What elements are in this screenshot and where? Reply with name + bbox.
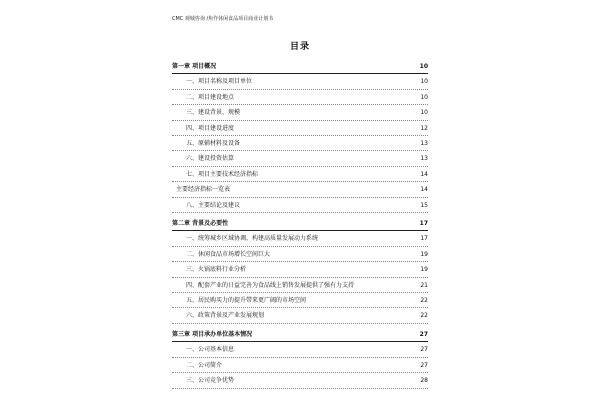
toc-entry[interactable] — [172, 373, 428, 388]
toc-entry-label: 第三章 项目承办单位基本情况 — [172, 331, 253, 339]
toc-entry-label: 主要经济指标一览表 — [176, 186, 231, 194]
toc-entry[interactable] — [172, 151, 428, 166]
toc-page-number: 27 — [419, 331, 428, 339]
toc-entry[interactable] — [172, 231, 428, 246]
toc-page-number: 22 — [420, 297, 428, 305]
toc-entry[interactable] — [172, 74, 428, 89]
page-header: CMC 观城咨询 /焦作休闲食品项目商业计划书 — [172, 16, 274, 22]
toc-entry-label: 二、休闲食品市场增长空间巨大 — [186, 250, 271, 258]
toc-page-number: 12 — [420, 124, 428, 132]
toc-entry[interactable] — [172, 90, 428, 105]
toc-page-number: 15 — [420, 201, 428, 209]
toc-entry[interactable] — [172, 198, 428, 213]
toc-page-number: 10 — [420, 109, 428, 117]
toc-entry[interactable] — [172, 167, 428, 182]
toc-entry-label: 四、配套产业的日益完善为食品线上销售发展提供了强有力支持 — [186, 281, 355, 289]
toc-entry-label: 二、公司简介 — [186, 361, 223, 369]
toc-entry[interactable] — [172, 358, 428, 373]
toc-entry[interactable] — [172, 308, 428, 323]
toc-entry[interactable] — [172, 247, 428, 262]
toc-entry[interactable] — [172, 278, 428, 293]
toc-page-number: 22 — [420, 312, 428, 320]
toc-entry-label: 八、主要结论及建议 — [186, 201, 241, 209]
toc-page-number: 13 — [420, 155, 428, 163]
toc-entry[interactable] — [172, 105, 428, 120]
toc-entry-label: 一、统筹城乡区域协调，构建高质量发展动力系统 — [186, 235, 319, 243]
toc-entry-label: 五、居民购买力的提升带来更广阔的市场空间 — [186, 297, 307, 305]
toc-entry-label: 六、政策背景及产业发展规划 — [186, 312, 265, 320]
toc-entry[interactable] — [172, 136, 428, 151]
toc-entry-label: 三、公司竞争优势 — [186, 377, 235, 385]
toc-page-number: 17 — [419, 220, 428, 228]
toc-page-number: 27 — [420, 361, 428, 369]
toc-page-number: 14 — [420, 170, 428, 178]
toc-page-number: 28 — [420, 377, 428, 385]
toc-page-number: 19 — [420, 266, 428, 274]
toc-entry-label: 第二章 背景及必要性 — [172, 220, 229, 228]
toc-entry[interactable] — [172, 293, 428, 308]
toc-entry-label: 第一章 项目概况 — [172, 63, 217, 70]
toc-entry-label: 三、火锅底料行业分析 — [186, 266, 247, 274]
toc-entry[interactable] — [172, 182, 428, 197]
toc-page-number: 10 — [420, 78, 428, 86]
page-title: 目录 — [289, 42, 310, 52]
table-of-contents — [172, 59, 428, 389]
toc-entry-label: 三、建设背景、规模 — [186, 109, 241, 117]
toc-entry-label: 二、项目建设地点 — [186, 93, 235, 101]
toc-page-number: 17 — [420, 235, 428, 243]
toc-entry[interactable] — [172, 262, 428, 277]
toc-entry-label: 五、原辅材料及设备 — [186, 139, 241, 147]
toc-chapter[interactable] — [172, 59, 428, 74]
toc-page-number: 19 — [420, 250, 428, 258]
toc-entry-label: 一、项目名称及项目单位 — [186, 78, 253, 86]
toc-page-number: 10 — [420, 93, 428, 101]
toc-chapter[interactable] — [172, 216, 428, 231]
toc-page-number: 21 — [420, 281, 428, 289]
toc-entry[interactable] — [172, 121, 428, 136]
toc-page-number: 13 — [420, 139, 428, 147]
toc-entry[interactable] — [172, 342, 428, 357]
toc-entry-label: 七、项目主要技术经济指标 — [186, 170, 259, 178]
toc-page-number: 27 — [420, 346, 428, 354]
toc-chapter[interactable] — [172, 327, 428, 342]
toc-entry-label: 一、公司基本信息 — [186, 346, 235, 354]
toc-page-number: 14 — [420, 186, 428, 194]
toc-entry-label: 六、建设投资估算 — [186, 155, 235, 163]
toc-entry-label: 四、项目建设进度 — [186, 124, 235, 132]
toc-page-number: 10 — [419, 63, 428, 70]
